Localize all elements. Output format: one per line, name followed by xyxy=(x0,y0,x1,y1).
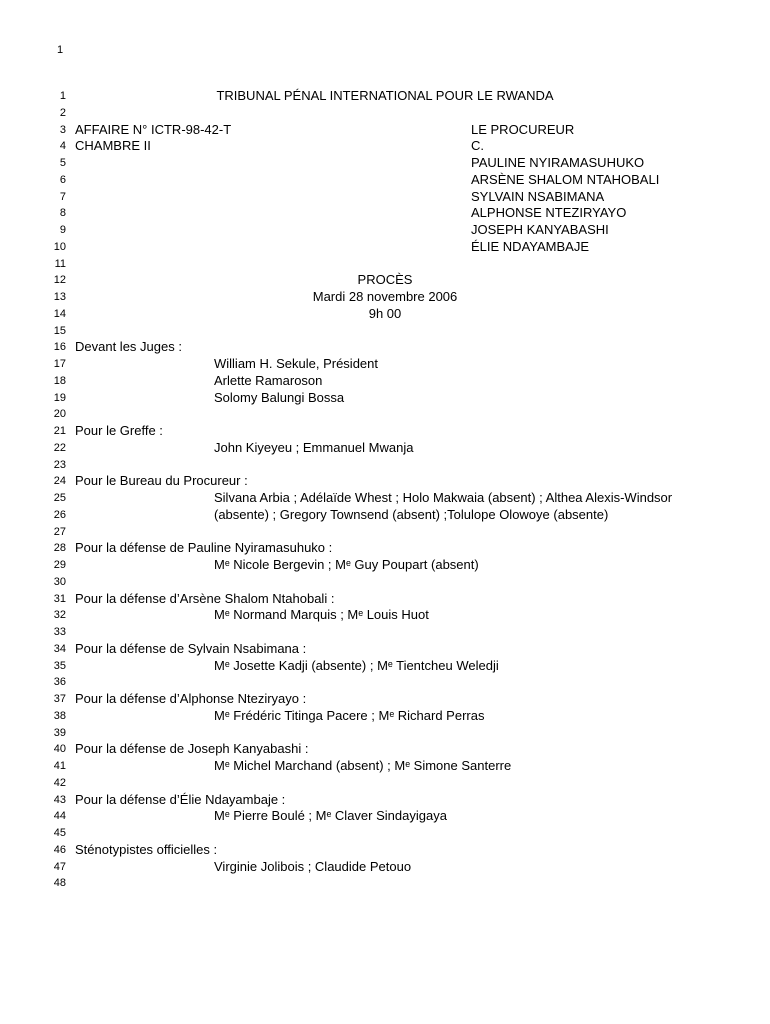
transcript-line xyxy=(0,122,770,138)
transcript-line xyxy=(0,339,770,355)
defense-counsel: Mᵉ Josette Kadji (absente) ; Mᵉ Tientcheu Weledji xyxy=(214,657,499,673)
line-number: 3 xyxy=(59,123,66,136)
transcript-line xyxy=(0,138,770,154)
transcript-line xyxy=(0,390,770,406)
line-number: 9 xyxy=(59,224,66,236)
defense-label: Pour la défense de Sylvain Nsabimana : xyxy=(75,640,307,656)
line-number: 22 xyxy=(53,441,66,454)
line-number: 6 xyxy=(59,173,66,186)
transcript-line xyxy=(0,239,770,255)
transcript-line xyxy=(0,691,770,707)
line-number: 20 xyxy=(53,408,66,421)
session-date: Mardi 28 novembre 2006 xyxy=(312,289,458,304)
defense-counsel: Mᵉ Pierre Boulé ; Mᵉ Claver Sindayigaya xyxy=(214,808,447,824)
line-number: 46 xyxy=(53,843,66,856)
registry-label: Pour le Greffe : xyxy=(75,423,163,438)
transcript-line xyxy=(0,725,770,741)
prosecution-names: Silvana Arbia ; Adélaïde Whest ; Holo Makwaia (absent) ; Althea Alexis-Windsor xyxy=(214,490,673,505)
line-number: 12 xyxy=(53,274,66,287)
transcript-line xyxy=(0,825,770,841)
prosecution-names: (absente) ; Gregory Townsend (absent) ;Tolulope Olowoye (absente) xyxy=(214,506,609,522)
page-number: 1 xyxy=(57,44,64,56)
line-number: 2 xyxy=(59,106,66,119)
line-number: 42 xyxy=(53,776,66,789)
transcript-line xyxy=(0,591,770,607)
line-number: 26 xyxy=(53,508,66,521)
line-number: 14 xyxy=(53,307,66,320)
defense-counsel: Mᵉ Nicole Bergevin ; Mᵉ Guy Poupart (absent) xyxy=(214,557,479,572)
line-number: 28 xyxy=(53,542,66,555)
chamber: CHAMBRE II xyxy=(75,138,151,154)
prosecution-label: Pour le Bureau du Procureur : xyxy=(75,473,248,489)
line-number: 45 xyxy=(53,827,66,839)
transcript-line xyxy=(0,222,770,238)
transcript-line xyxy=(0,875,770,891)
transcript-line xyxy=(0,574,770,590)
registry-names: John Kiyeyeu ; Emmanuel Mwanja xyxy=(214,439,414,455)
defense-label: Pour la défense d’Arsène Shalom Ntahobali : xyxy=(75,590,335,606)
transcript-line xyxy=(0,105,770,121)
defense-counsel: Mᵉ Michel Marchand (absent) ; Mᵉ Simone Santerre xyxy=(214,758,512,773)
accused-name: ALPHONSE NTEZIRYAYO xyxy=(471,205,627,221)
transcript-line xyxy=(0,808,770,824)
transcript-line xyxy=(0,172,770,188)
line-number: 33 xyxy=(53,626,66,638)
transcript-line xyxy=(0,658,770,674)
line-number: 13 xyxy=(53,291,66,303)
transcript-line xyxy=(0,490,770,506)
line-number: 40 xyxy=(53,743,66,756)
line-number: 39 xyxy=(53,726,66,739)
transcript-line xyxy=(0,323,770,339)
transcript-line xyxy=(0,289,770,305)
judge-name: Solomy Balungi Bossa xyxy=(214,389,345,405)
defense-label: Pour la défense de Joseph Kanyabashi : xyxy=(75,741,309,757)
line-number: 38 xyxy=(53,709,66,722)
transcript-line xyxy=(0,641,770,657)
transcript-line xyxy=(0,524,770,540)
transcript-line xyxy=(0,741,770,757)
transcript-line xyxy=(0,423,770,439)
transcript-line xyxy=(0,859,770,875)
line-number: 34 xyxy=(53,642,66,655)
accused-name: ARSÈNE SHALOM NTAHOBALI xyxy=(471,171,660,187)
line-number: 31 xyxy=(53,592,66,605)
line-number: 1 xyxy=(59,90,66,102)
transcript-line xyxy=(0,540,770,556)
transcript-line xyxy=(0,624,770,640)
transcript-line xyxy=(0,205,770,221)
transcript-line xyxy=(0,189,770,205)
versus-label: C. xyxy=(471,138,484,154)
accused-name: SYLVAIN NSABIMANA xyxy=(471,188,605,204)
transcript-line xyxy=(0,775,770,791)
prosecutor-label: LE PROCUREUR xyxy=(471,121,575,137)
transcript-line xyxy=(0,607,770,623)
line-number: 4 xyxy=(59,140,66,153)
line-number: 35 xyxy=(53,659,66,672)
transcript-line xyxy=(0,457,770,473)
transcript-line xyxy=(0,272,770,288)
transcript-line xyxy=(0,406,770,422)
transcript-line xyxy=(0,792,770,808)
line-number: 15 xyxy=(53,324,66,337)
line-number: 7 xyxy=(59,190,66,203)
session-time: 9h 00 xyxy=(368,305,402,321)
line-number: 18 xyxy=(53,374,66,387)
tribunal-title: TRIBUNAL PÉNAL INTERNATIONAL POUR LE RWANDA xyxy=(216,88,554,103)
defense-counsel: Mᵉ Normand Marquis ; Mᵉ Louis Huot xyxy=(214,607,429,623)
case-number: AFFAIRE N° ICTR-98-42-T xyxy=(75,121,232,137)
judge-name: Arlette Ramaroson xyxy=(214,372,323,388)
line-number: 48 xyxy=(53,877,66,890)
line-number: 43 xyxy=(53,793,66,806)
stenographers-label: Sténotypistes officielles : xyxy=(75,841,218,857)
accused-name: JOSEPH KANYABASHI xyxy=(471,222,609,237)
line-number: 32 xyxy=(53,609,66,622)
line-number: 36 xyxy=(53,676,66,689)
line-number: 25 xyxy=(53,492,66,504)
line-number: 41 xyxy=(53,760,66,772)
transcript-line xyxy=(0,356,770,372)
transcript-line xyxy=(0,155,770,171)
stenographer-names: Virginie Jolibois ; Claudide Petouo xyxy=(214,858,412,874)
transcript-line xyxy=(0,842,770,858)
line-number: 37 xyxy=(53,693,66,705)
line-number: 27 xyxy=(53,525,66,538)
line-number: 29 xyxy=(53,559,66,571)
transcript-line xyxy=(0,440,770,456)
line-number: 10 xyxy=(53,240,66,253)
line-number: 23 xyxy=(53,458,66,471)
line-number: 30 xyxy=(53,575,66,588)
judge-name: William H. Sekule, Président xyxy=(214,356,378,371)
transcript-line xyxy=(0,674,770,690)
transcript-line xyxy=(0,88,770,104)
line-number: 16 xyxy=(53,341,66,354)
line-number: 17 xyxy=(53,358,66,370)
line-number: 11 xyxy=(54,257,66,270)
line-number: 5 xyxy=(59,157,66,169)
accused-name: PAULINE NYIRAMASUHUKO xyxy=(471,155,645,170)
transcript-line xyxy=(0,373,770,389)
defense-label: Pour la défense de Pauline Nyiramasuhuko : xyxy=(75,540,333,556)
line-number: 47 xyxy=(53,860,66,873)
defense-label: Pour la défense d’Alphonse Nteziryayo : xyxy=(75,691,307,706)
transcript-line xyxy=(0,758,770,774)
session-type: PROCÈS xyxy=(357,272,413,288)
line-number: 19 xyxy=(53,391,66,404)
defense-counsel: Mᵉ Frédéric Titinga Pacere ; Mᵉ Richard Perras xyxy=(214,707,485,723)
transcript-line xyxy=(0,557,770,573)
transcript-line xyxy=(0,507,770,523)
defense-label: Pour la défense d’Élie Ndayambaje : xyxy=(75,791,286,807)
line-number: 44 xyxy=(53,810,66,823)
line-number: 21 xyxy=(53,425,66,437)
transcript-line xyxy=(0,473,770,489)
transcript-line xyxy=(0,306,770,322)
transcript-line xyxy=(0,708,770,724)
line-number: 24 xyxy=(53,475,66,488)
transcript-line xyxy=(0,256,770,272)
judges-label: Devant les Juges : xyxy=(75,339,182,355)
accused-name: ÉLIE NDAYAMBAJE xyxy=(471,238,589,254)
line-number: 8 xyxy=(59,207,66,220)
